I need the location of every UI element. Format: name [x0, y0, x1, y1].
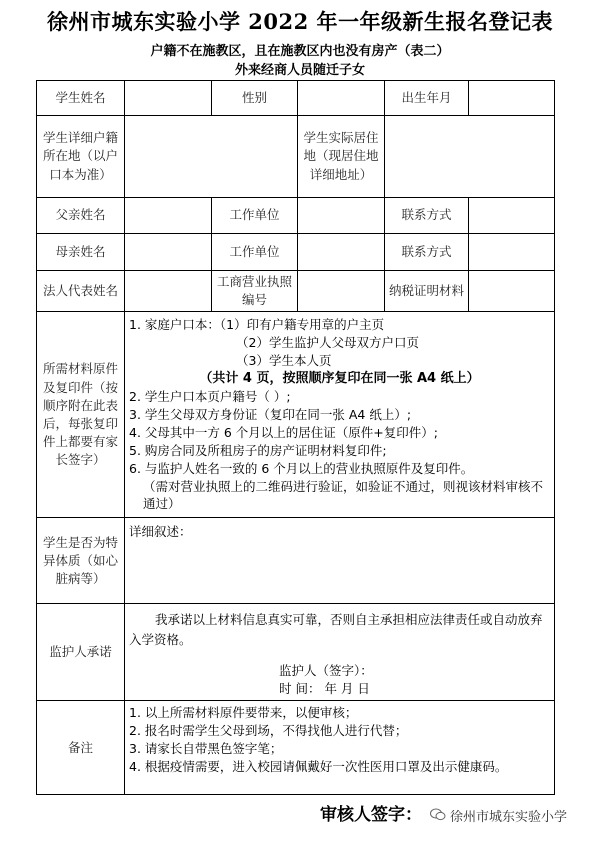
materials-line: 6. 与监护人姓名一致的 6 个月以上的营业执照原件及复印件。: [129, 461, 474, 477]
materials-line: 3. 学生父母双方身份证（复印在同一张 A4 纸上）;: [129, 407, 412, 423]
label-father-name: 父亲姓名: [37, 198, 125, 234]
label-father-work: 工作单位: [212, 198, 298, 234]
label-guardian: 监护人承诺: [37, 604, 125, 701]
field-mother-name[interactable]: [125, 234, 212, 271]
label-mother-name: 母亲姓名: [37, 234, 125, 271]
materials-line: （2）学生监护人父母双方户口页: [236, 335, 419, 351]
materials-line: （需对营业执照上的二维码进行验证，如验证不通过，则视该材料审核不通过）: [143, 479, 544, 512]
materials-line: 1. 家庭户口本：（1）印有户籍专用章的户主页: [129, 317, 385, 333]
field-father-work[interactable]: [298, 198, 385, 234]
row-address: [37, 116, 555, 198]
row-notes: [37, 701, 555, 795]
row-father: [37, 198, 555, 234]
label-materials: 所需材料原件及复印件（按顺序附在此表后，每张复印件上都要有家长签字）: [37, 312, 125, 518]
materials-list: [125, 312, 555, 518]
label-hukou-address: 学生详细户籍所在地（以户口本为准）: [37, 116, 125, 198]
label-notes: 备注: [37, 701, 125, 795]
subtitle-group: 外来经商人员随迁子女: [234, 63, 365, 78]
field-mother-contact[interactable]: [469, 234, 555, 271]
row-special-condition: [37, 518, 555, 604]
field-gender[interactable]: [298, 81, 385, 116]
label-special-condition: 学生是否为特异体质（如心脏病等）: [37, 518, 125, 604]
notes-list: [125, 701, 555, 795]
field-father-contact[interactable]: [469, 198, 555, 234]
field-actual-address[interactable]: [385, 116, 555, 198]
watermark-text: 徐州市城东实验小学: [450, 810, 568, 825]
label-actual-address: 学生实际居住地（现居住地详细地址）: [298, 116, 385, 198]
label-birth: 出生年月: [385, 81, 469, 116]
label-mother-work: 工作单位: [212, 234, 298, 271]
field-tax-proof[interactable]: [469, 271, 555, 312]
guardian-commitment: [125, 604, 555, 701]
field-special-detail[interactable]: [125, 518, 555, 604]
materials-line: （3）学生本人页: [236, 353, 332, 369]
materials-line: 2. 学生户口本页户籍号（ ）;: [129, 389, 291, 405]
field-father-name[interactable]: [125, 198, 212, 234]
field-birth[interactable]: [469, 81, 555, 116]
guardian-date[interactable]: 时 间： 年 月 日: [279, 681, 370, 697]
reviewer-signature-label: 审核人签字：: [320, 805, 422, 825]
field-mother-work[interactable]: [298, 234, 385, 271]
label-father-contact: 联系方式: [385, 198, 469, 234]
page-title: 徐州市城东实验小学 2022 年一年级新生报名登记表: [46, 9, 554, 34]
label-mother-contact: 联系方式: [385, 234, 469, 271]
guardian-signature[interactable]: 监护人（签字）：: [279, 663, 373, 679]
note-item: 3. 请家长自带黑色签字笔；: [129, 741, 283, 757]
note-item: 2. 报名时需学生父母到场，不得找他人进行代替；: [129, 723, 408, 739]
row-guardian: [37, 604, 555, 701]
materials-note: （共计 4 页，按照顺序复印在同一张 A4 纸上）: [199, 371, 480, 387]
field-legal-rep[interactable]: [125, 271, 212, 312]
materials-line: 5. 购房合同及所租房子的房产证明材料复印件;: [129, 443, 387, 459]
row-mother: [37, 234, 555, 271]
row-business: [37, 271, 555, 312]
label-legal-rep: 法人代表姓名: [37, 271, 125, 312]
field-license-no[interactable]: [298, 271, 385, 312]
guardian-statement: 我承诺以上材料信息真实可靠，否则自主承担相应法律责任或自动放弃入学资格。: [129, 612, 543, 648]
subtitle-category: 户籍不在施教区，且在施教区内也没有房产（表二）: [150, 44, 450, 59]
row-basic-info: [37, 81, 555, 116]
note-item: 4. 根据疫情需要，进入校园请佩戴好一次性医用口罩及出示健康码。: [129, 759, 508, 775]
wechat-icon: [430, 808, 446, 821]
registration-form: [36, 80, 555, 795]
materials-line: 4. 父母其中一方 6 个月以上的居住证（原件+复印件）;: [129, 425, 438, 441]
row-materials: [37, 312, 555, 518]
label-license-no: 工商营业执照编号: [212, 271, 298, 312]
note-item: 1. 以上所需材料原件要带来，以便审核；: [129, 705, 358, 721]
field-hukou-address[interactable]: [125, 116, 298, 198]
special-detail-prompt: 详细叙述：: [129, 524, 192, 540]
label-tax-proof: 纳税证明材料: [385, 271, 469, 312]
label-student-name: 学生姓名: [37, 81, 125, 116]
field-student-name[interactable]: [125, 81, 212, 116]
label-gender: 性别: [212, 81, 298, 116]
